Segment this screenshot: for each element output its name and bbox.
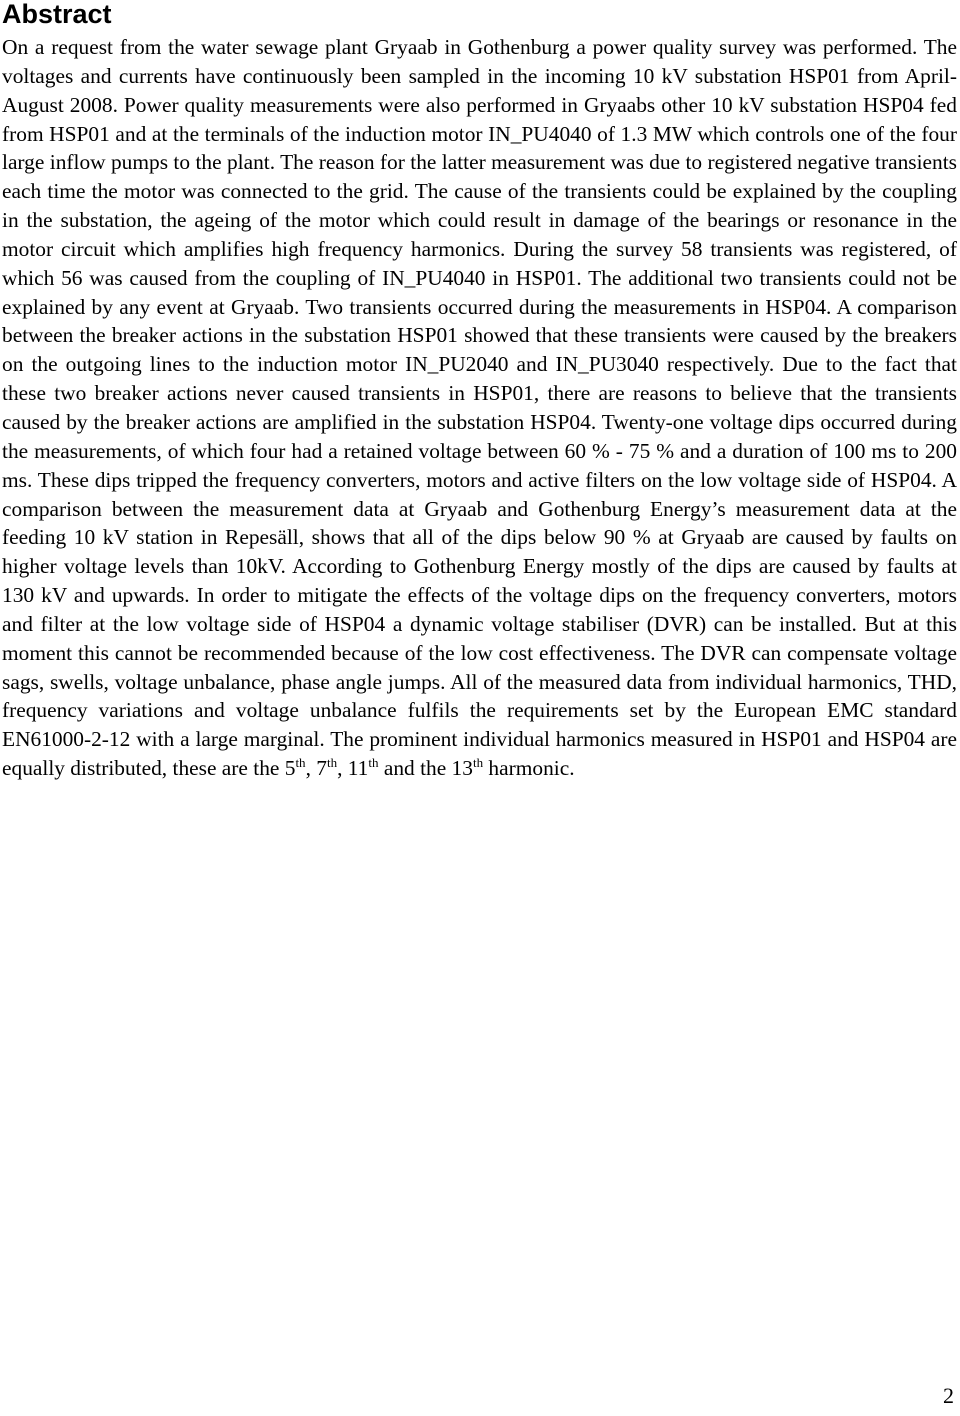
- superscript-5th: th: [295, 755, 306, 771]
- superscript-7th: th: [326, 755, 338, 771]
- page-number: 2: [943, 1383, 954, 1408]
- abstract-text-13: and the 13: [378, 756, 473, 781]
- abstract-text: On a request from the water sewage plant Gryaab in Gothenburg a power quality survey was performed. The voltages and currents have continuously been sampled in the incoming 10 kV substation HSP01 from April-August 2008. Power quality measurements were also performed in Gryaabs other 10 kV substation HSP04 fed from HSP01 and at the terminals of the induction motor IN_PU4040 of 1.3 MW which controls one of the four large inflow pumps to the plant. The reason for the latter measurement was due to registered negative transients each time the motor was connected to the grid. The cause of the transients could be explained by the coupling in the substation, the ageing of the motor which could result in damage of the bearings or resonance in the motor circuit which amplifies high frequency harmonics. During the survey 58 transients was registered, of which 56 was caused from the coupling of IN_PU4040 in HSP01. The additional two transients could not be explained by any event at Gryaab. Two transients occurred during the measurements in HSP04. A comparison between the breaker actions in the substation HSP01 showed that these transients were caused by the breakers on the outgoing lines to the induction motor IN_PU2040 and IN_PU3040 respectively. Due to the fact that these two breaker actions never caused transients in HSP01, there are reasons to believe that the transients caused by the breaker actions are amplified in the substation HSP04. Twenty-one voltage dips occurred during the measurements, of which four had a retained voltage between 60 % - 75 % and a duration of 100 ms to 200 ms. These dips tripped the frequency converters, motors and active filters on the low voltage side of HSP04. A comparison between the measurement data at Gryaab and Gothenburg Energy’s measurement data at the feeding 10 kV station in Repesäll, shows that all of the dips below 90 % at Gryaab are caused by faults on higher voltage levels than 10kV. According to Gothenburg Energy mostly of the dips are caused by faults at 130 kV and upwards. In order to mitigate the effects of the voltage dips on the frequency converters, motors and filter at the low voltage side of HSP04 a dynamic voltage stabiliser (DVR) can be installed. But at this moment this cannot be recommended because of the low cost effectiveness. The DVR can compensate voltage sags, swells, voltage unbalance, phase angle jumps. All of the measured data from individual harmonics, THD, frequency variations and voltage unbalance fulfils the requirements set by the European EMC standard EN61000-2-12 with a large marginal. The prominent individual harmonics measured in HSP01 and HSP04 are equally distributed, these are the 5: [2, 35, 957, 781]
- section-heading: Abstract: [2, 0, 112, 29]
- superscript-11th: th: [368, 755, 379, 771]
- abstract-text-11: , 11: [337, 756, 369, 781]
- abstract-text-end: harmonic.: [483, 756, 575, 781]
- superscript-13th: th: [472, 755, 484, 771]
- abstract-paragraph: [2, 33, 957, 783]
- abstract-text-7: , 7: [305, 756, 327, 781]
